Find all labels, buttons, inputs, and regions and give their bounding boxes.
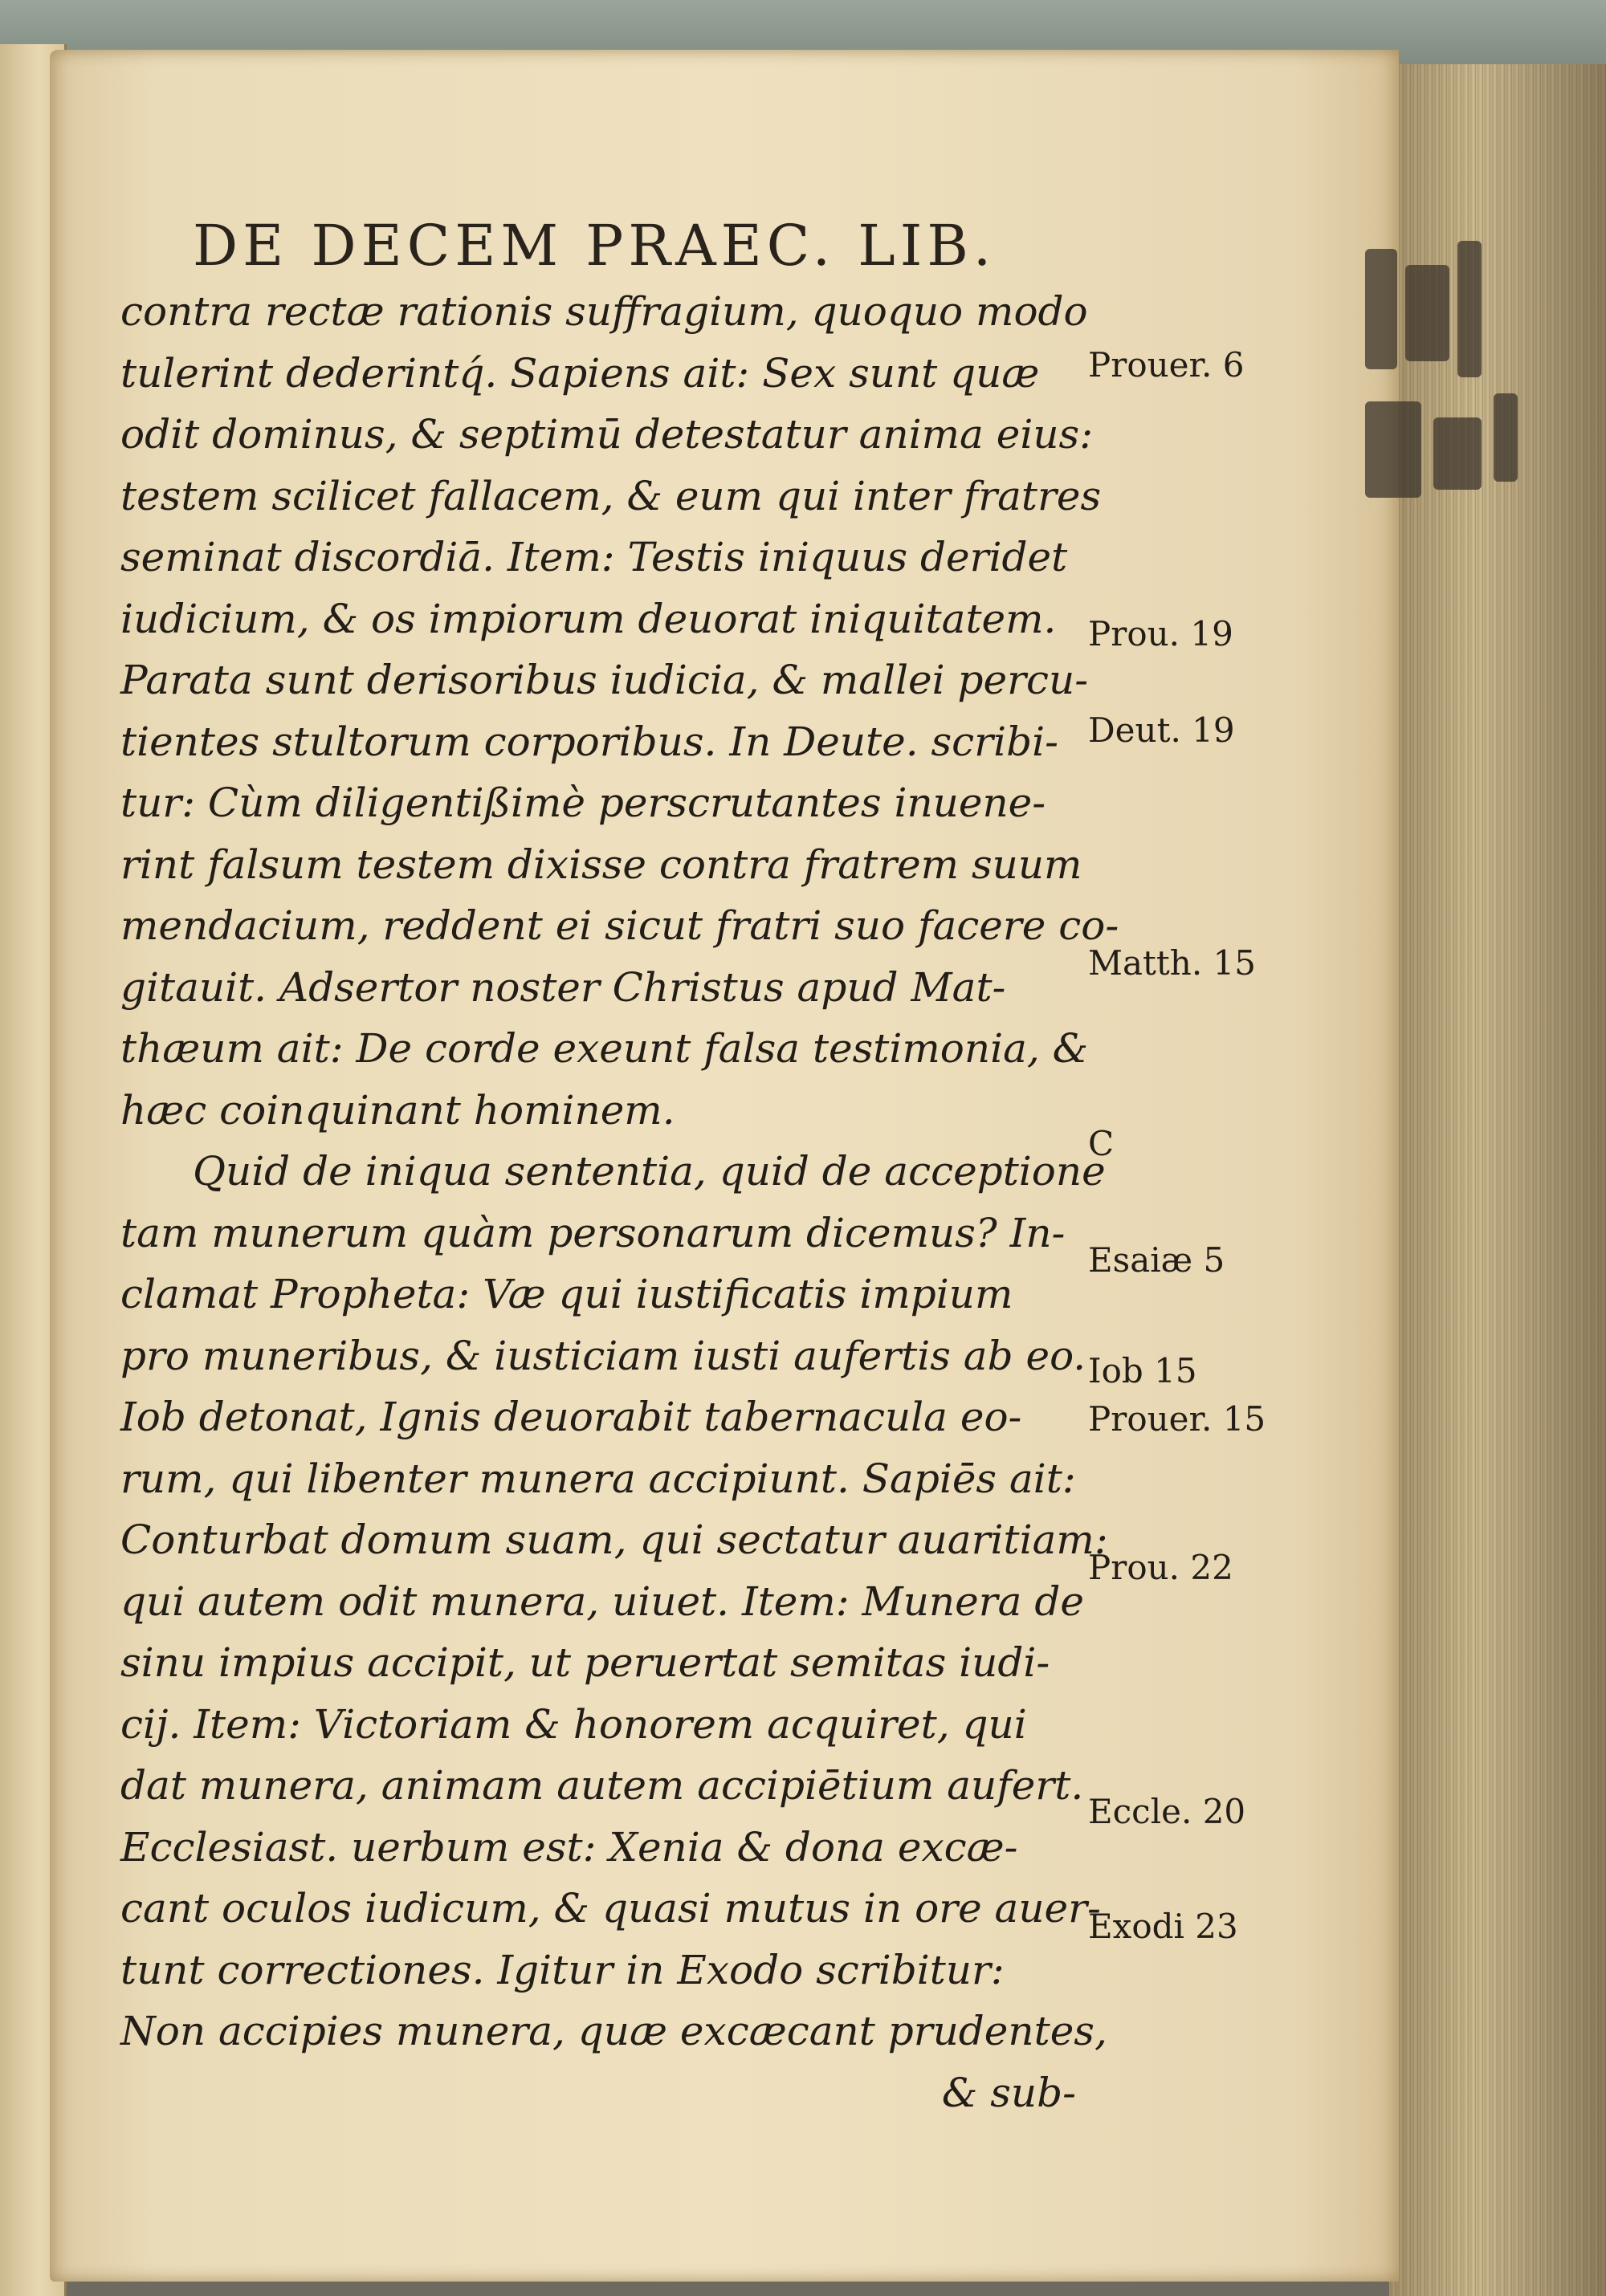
text-line: odit dominus, & septimū detestatur anima eius: — [120, 411, 1094, 458]
text-line: rum, qui libenter munera accipiunt. Sapiēs ait: — [120, 1455, 1076, 1502]
text-line: Iob detonat, Ignis deuorabit tabernacula eo- — [120, 1394, 1022, 1440]
margin-note: Iob 15 — [1088, 1351, 1197, 1390]
text-line: Parata sunt derisoribus iudicia, & mallei percu- — [120, 657, 1089, 703]
margin-note: Matth. 15 — [1088, 943, 1256, 983]
text-line: sinu impius accipit, ut peruertat semitas iudi- — [120, 1639, 1050, 1686]
margin-note: Exodi 23 — [1088, 1907, 1238, 1946]
text-line: gitauit. Adsertor noster Christus apud Mat- — [120, 963, 1006, 1011]
text-line: hæc coinquinant hominem. — [120, 1086, 675, 1134]
margin-note: Deut. 19 — [1088, 710, 1235, 750]
text-line: tunt correctiones. Igitur in Exodo scribitur: — [120, 1946, 1005, 1993]
margin-note: Prouer. 15 — [1088, 1399, 1266, 1439]
margin-note: Eccle. 20 — [1088, 1792, 1246, 1831]
text-line: iudicium, & os impiorum deuorat iniquitatem. — [120, 595, 1057, 642]
text-line: Quid de iniqua sententia, quid de acceptione — [193, 1148, 1106, 1195]
text-line: tam munerum quàm personarum dicemus? In- — [120, 1209, 1066, 1256]
text-line: seminat discordiā. Item: Testis iniquus deridet — [120, 534, 1068, 580]
text-line: dat munera, animam autem accipiētium aufert. — [120, 1762, 1084, 1809]
text-line: contra rectæ rationis suffragium, quoquo modo — [120, 288, 1088, 335]
text-line: qui autem odit munera, uiuet. Item: Munera de — [120, 1577, 1084, 1625]
text-line: cant oculos iudicum, & quasi mutus in ore auer- — [120, 1885, 1101, 1932]
margin-note: C — [1088, 1124, 1115, 1163]
text-line: rint falsum testem dixisse contra fratrem suum — [120, 841, 1082, 888]
text-line: testem scilicet fallacem, & eum qui inter fratres — [120, 472, 1102, 519]
running-header: DE DECEM PRAEC. LIB. — [193, 213, 997, 279]
text-line: cij. Item: Victoriam & honorem acquiret, qui — [120, 1700, 1027, 1748]
text-line: tur: Cùm diligentißimè perscrutantes inuene- — [120, 780, 1046, 826]
text-line: tulerint dederintq́. Sapiens ait: Sex sunt quæ — [120, 349, 1040, 397]
margin-note: Prouer. 6 — [1088, 345, 1245, 385]
catchword: & sub- — [941, 2069, 1076, 2116]
text-line: pro muneribus, & iusticiam iusti aufertis ab eo. — [120, 1332, 1086, 1379]
ink-bleed — [1365, 233, 1574, 522]
text-line: Conturbat domum suam, qui sectatur auaritiam: — [120, 1516, 1108, 1563]
text-line: Non accipies munera, quæ excæcant prudentes, — [120, 2008, 1107, 2054]
text-line: Ecclesiast. uerbum est: Xenia & dona excæ- — [120, 1823, 1018, 1871]
text-line: tientes stultorum corporibus. In Deute. scribi- — [120, 718, 1058, 765]
margin-note: Prou. 22 — [1088, 1548, 1233, 1587]
margin-note: Esaiæ 5 — [1088, 1240, 1225, 1280]
margin-note: Prou. 19 — [1088, 614, 1233, 653]
text-line: thæum ait: De corde exeunt falsa testimonia, & — [120, 1025, 1089, 1072]
text-line: mendacium, reddent ei sicut fratri suo facere co- — [120, 902, 1119, 949]
body-text — [120, 281, 1119, 2123]
text-line: clamat Propheta: Væ qui iustificatis impium — [120, 1271, 1013, 1317]
